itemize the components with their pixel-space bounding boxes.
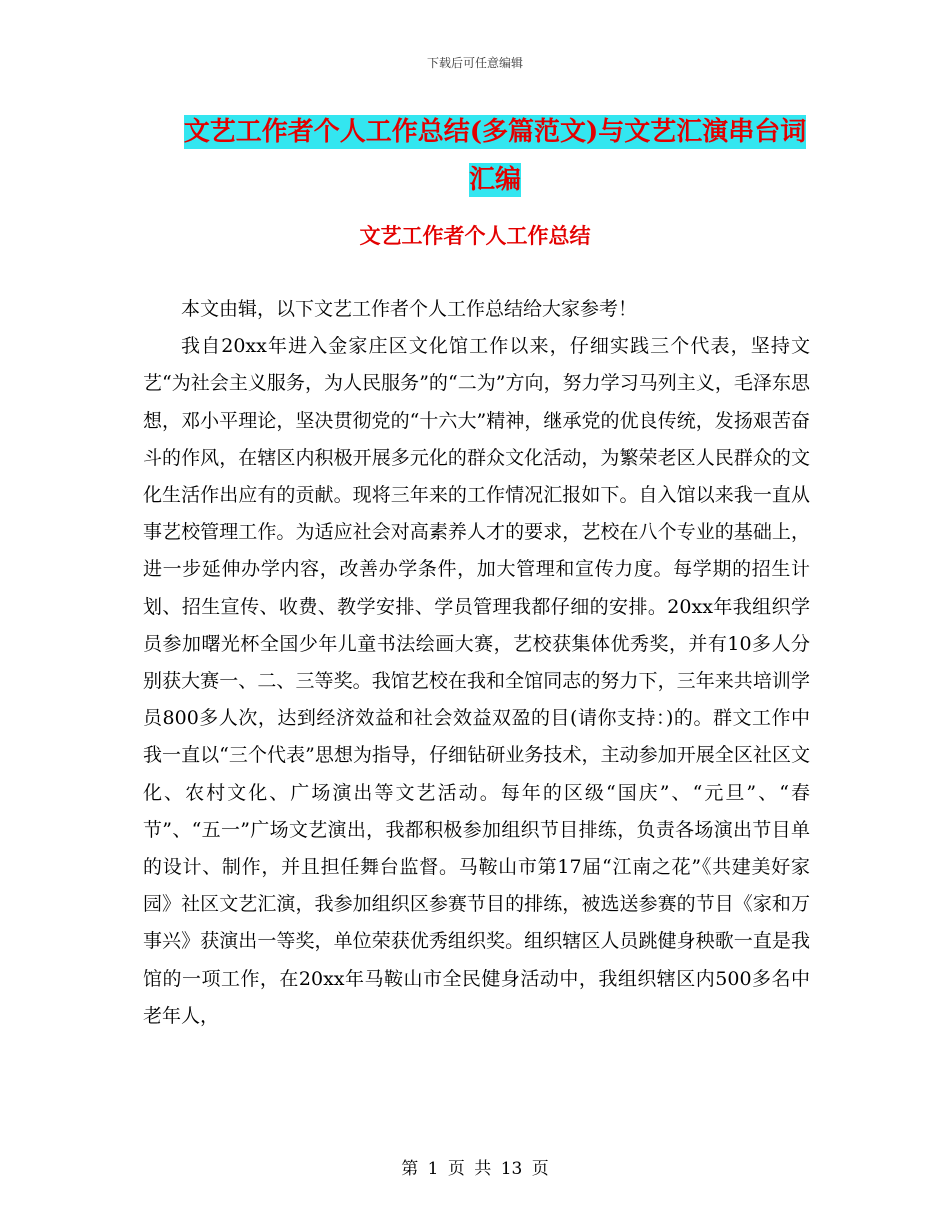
document-title-text: 文艺工作者个人工作总结(多篇范文)与文艺汇演串台词汇编 (183, 117, 807, 195)
section-title: 文艺工作者个人工作总结 (359, 223, 591, 248)
intro-paragraph: 本文由辑，以下文艺工作者个人工作总结给大家参考！ (181, 298, 638, 320)
document-title (175, 108, 815, 204)
body-paragraph: 我自20xx年进入金家庄区文化馆工作以来，仔细实践三个代表，坚持文艺“为社会主义服务，为人民服务”的“二为”方向，努力学习马列主义，毛泽东思想，邓小平理论，坚决贯彻党的“十六大”精神，继承党的优良传统，发扬艰苦奋斗的作风，在辖区内积极开展多元化的群众文化活动，为繁荣老区人民群众的文化生活作出应有的贡献。现将三年来的工作情况汇报如下。自入馆以来我一直从事艺校管理工作。为适应社会对高素养人才的要求，艺校在八个专业的基础上，进一步延伸办学内容，改善办学条件，加大管理和宣传力度。每学期的招生计划、招生宣传、收费、教学安排、学员管理我都仔细的安排。20xx年我组织学员参加曙光杯全国少年儿童书法绘画大赛，艺校获集体优秀奖，并有10多人分别获大赛一、二、三等奖。我馆艺校在我和全馆同志的努力下，三年来共培训学员800多人次，达到经济效益和社会效益双盈的目(请你支持：)的。群文工作中我一直以“三个代表”思想为指导，仔细钻研业务技术，主动参加开展全区社区文化、农村文化、广场演出等文艺活动。每年的区级“国庆”、“元旦”、“春节”、“五一”广场文艺演出，我都积极参加组织节目排练，负责各场演出节目单的设计、制作，并且担任舞台监督。马鞍山市第17届“江南之花”《共建美好家园》社区文艺汇演，我参加组织区参赛节目的排练，被选送参赛的节目《家和万事兴》获演出一等奖，单位荣获优秀组织奖。组织辖区人员跳健身秧歌一直是我馆的一项工作，在20xx年马鞍山市全民健身活动中，我组织辖区内500多名中老年人， (143, 335, 810, 1027)
document-body (143, 291, 810, 1035)
page-number-footer: 第 1 页 共 13 页 (401, 1159, 549, 1179)
page-header-note: 下载后可任意编辑 (426, 56, 523, 70)
